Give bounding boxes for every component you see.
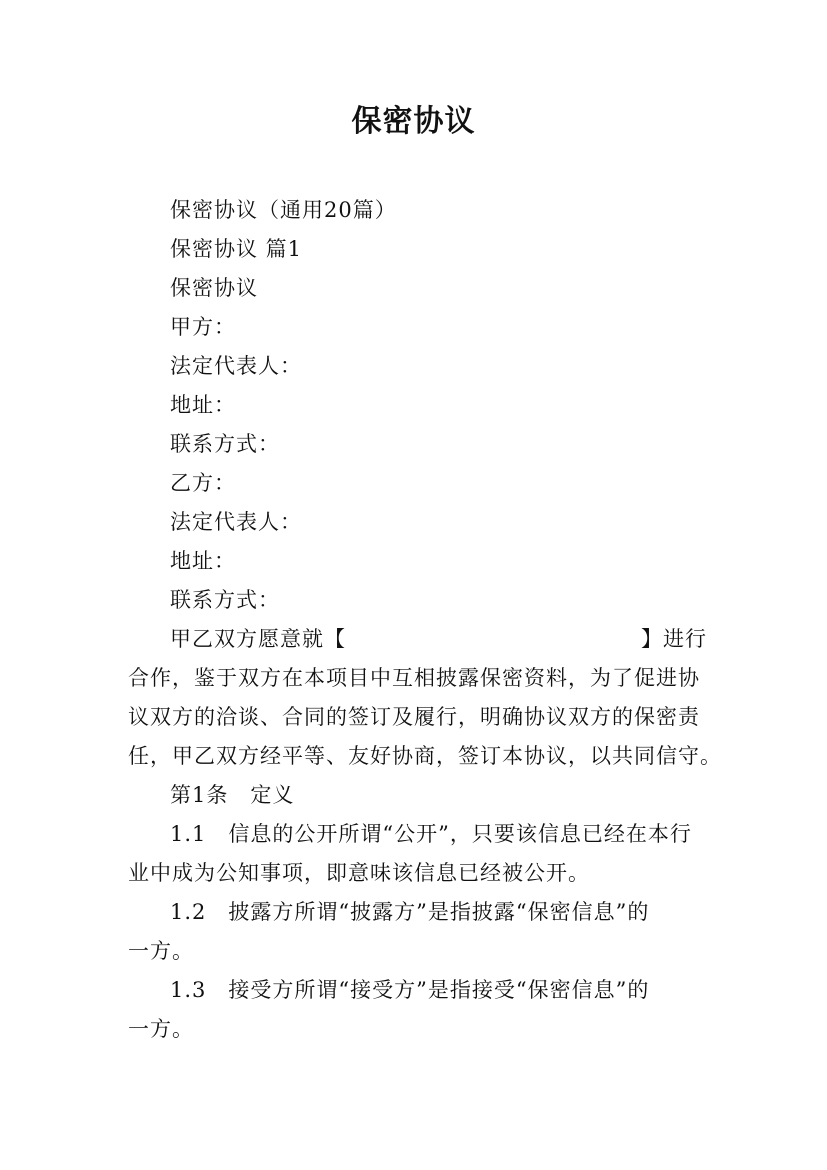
party-b-contact: 联系方式： xyxy=(170,588,280,612)
clause-line: 1.2 披露方所谓“披露方”是指披露“保密信息”的 xyxy=(170,900,650,924)
clause-line: 一方。 xyxy=(128,939,194,963)
preamble-line: 任，甲乙双方经平等、友好协商，签订本协议，以共同信守。 xyxy=(128,744,722,768)
clause-line: 业中成为公知事项，即意味该信息已经被公开。 xyxy=(128,861,590,885)
party-b-address: 地址： xyxy=(170,549,236,573)
clause-line: 1.3 接受方所谓“接受方”是指接受“保密信息”的 xyxy=(170,978,650,1002)
clause-line: 1.1 信息的公开所谓“公开”，只要该信息已经在本行 xyxy=(170,822,692,846)
section-heading: 保密协议 篇1 xyxy=(170,237,303,261)
preamble-first-line xyxy=(170,624,707,654)
subtitle-line: 保密协议（通用20篇） xyxy=(170,198,397,222)
preamble-start: 甲乙双方愿意就【 xyxy=(170,627,346,651)
document-title: 保密协议 xyxy=(351,104,476,139)
party-a-address: 地址： xyxy=(170,393,236,417)
party-b-representative: 法定代表人： xyxy=(170,510,302,534)
party-b-label: 乙方： xyxy=(170,471,236,495)
article-heading: 第1条 定义 xyxy=(170,783,295,807)
preamble-line: 议双方的洽谈、合同的签订及履行，明确协议双方的保密责 xyxy=(128,705,700,729)
party-a-representative: 法定代表人： xyxy=(170,354,302,378)
clause-line: 一方。 xyxy=(128,1017,194,1041)
party-a-contact: 联系方式： xyxy=(170,432,280,456)
preamble-end: 】进行 xyxy=(641,627,707,651)
party-a-label: 甲方： xyxy=(170,315,236,339)
agreement-name: 保密协议 xyxy=(170,276,258,300)
preamble-line: 合作，鉴于双方在本项目中互相披露保密资料，为了促进协 xyxy=(128,666,700,690)
